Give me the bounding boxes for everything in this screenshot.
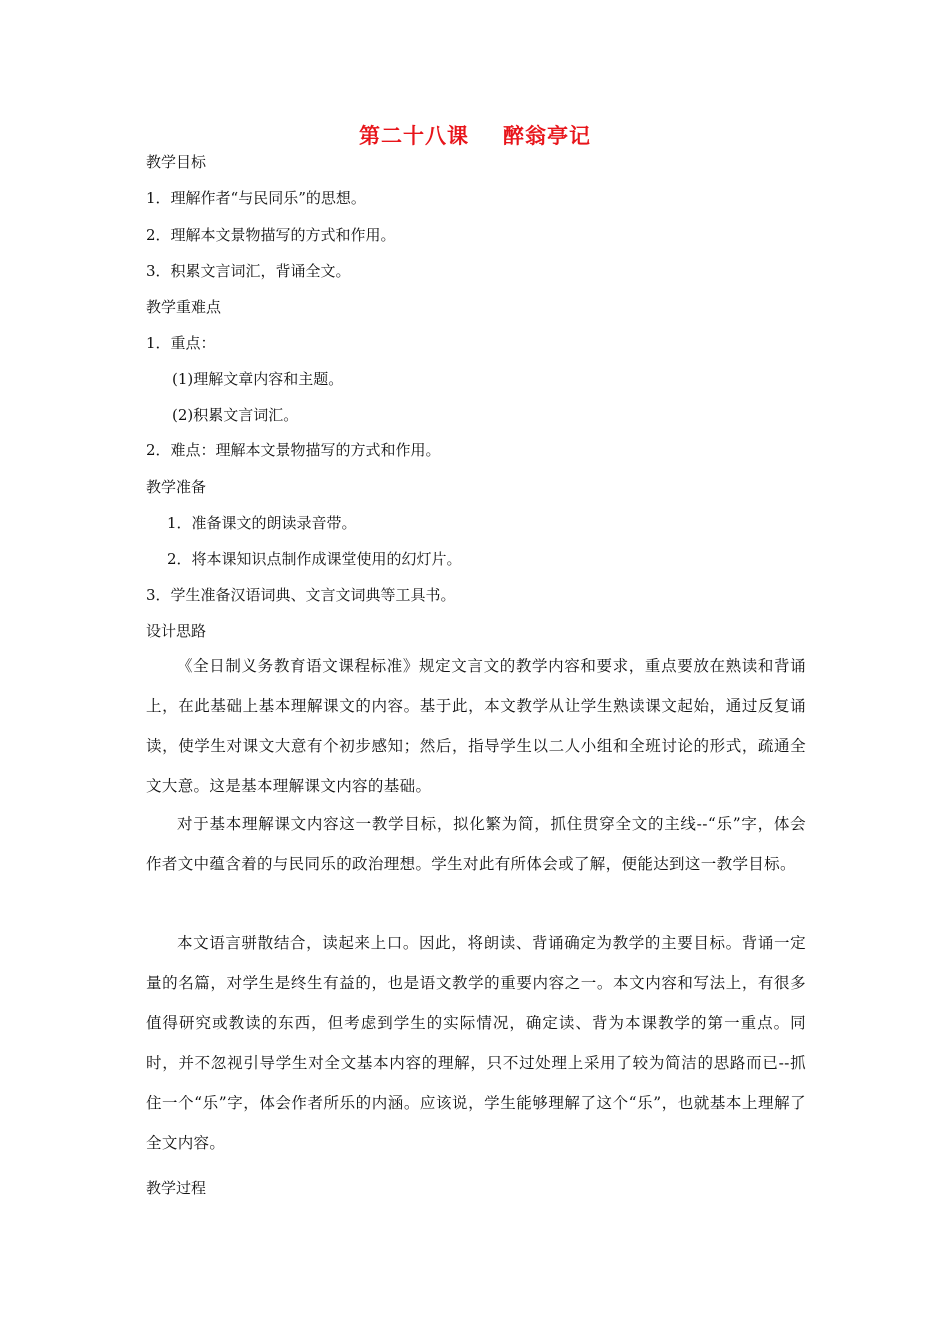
difficulty-item: 2．难点：理解本文景物描写的方式和作用。 bbox=[146, 441, 441, 459]
objective-item-1: 1．理解作者“与民同乐”的思想。 bbox=[146, 189, 366, 207]
preparation-item-3: 3．学生准备汉语词典、文言文词典等工具书。 bbox=[146, 586, 456, 604]
process-heading: 教学过程 bbox=[146, 1179, 207, 1197]
objective-item-2: 2．理解本文景物描写的方式和作用。 bbox=[146, 226, 396, 244]
preparation-item-1: 1．准备课文的朗读录音带。 bbox=[167, 514, 357, 532]
focus-item-2: (2)积累文言词汇。 bbox=[172, 406, 299, 424]
objective-item-3: 3．积累文言词汇，背诵全文。 bbox=[146, 262, 351, 280]
focus-label: 1．重点： bbox=[146, 334, 216, 352]
focus-item-1: (1)理解文章内容和主题。 bbox=[172, 370, 344, 388]
design-paragraph-3: 本文语言骈散结合，读起来上口。因此，将朗读、背诵确定为教学的主要目标。背诵一定量的名篇，对学生是终生有益的，也是语文教学的重要内容之一。本文内容和写法上，有很多值得研究或教读的东西，但考虑到学生的实际情况，确定读、背为本课教学的第一重点。同时，并不忽视引导学生对全文基本内容的理解，只不过处理上采用了较为简洁的思路而已--抓住一个“乐”字，体会作者所乐的内涵。应该说，学生能够理解了这个“乐”，也就基本上理解了全文内容。 bbox=[146, 934, 806, 1152]
objectives-heading: 教学目标 bbox=[146, 153, 207, 171]
lesson-title bbox=[0, 120, 950, 150]
preparation-heading: 教学准备 bbox=[146, 478, 207, 496]
design-heading: 设计思路 bbox=[146, 622, 207, 640]
preparation-item-2: 2．将本课知识点制作成课堂使用的幻灯片。 bbox=[167, 550, 462, 568]
design-paragraph-2: 对于基本理解课文内容这一教学目标，拟化繁为简，抓住贯穿全文的主线--“乐”字，体会作者文中蕴含着的与民同乐的政治理想。学生对此有所体会或了解，便能达到这一教学目标。 bbox=[146, 815, 806, 873]
lesson-name: 醉翁亭记 bbox=[503, 123, 591, 148]
design-paragraph-1: 《全日制义务教育语文课程标准》规定文言文的教学内容和要求，重点要放在熟读和背诵上，在此基础上基本理解课文的内容。基于此，本文教学从让学生熟读课文起始，通过反复诵读，使学生对课文大意有个初步感知；然后，指导学生以二人小组和全班讨论的形式，疏通全文大意。这是基本理解课文内容的基础。 bbox=[146, 657, 806, 795]
lesson-number: 第二十八课 bbox=[359, 123, 469, 148]
key-points-heading: 教学重难点 bbox=[146, 298, 222, 316]
